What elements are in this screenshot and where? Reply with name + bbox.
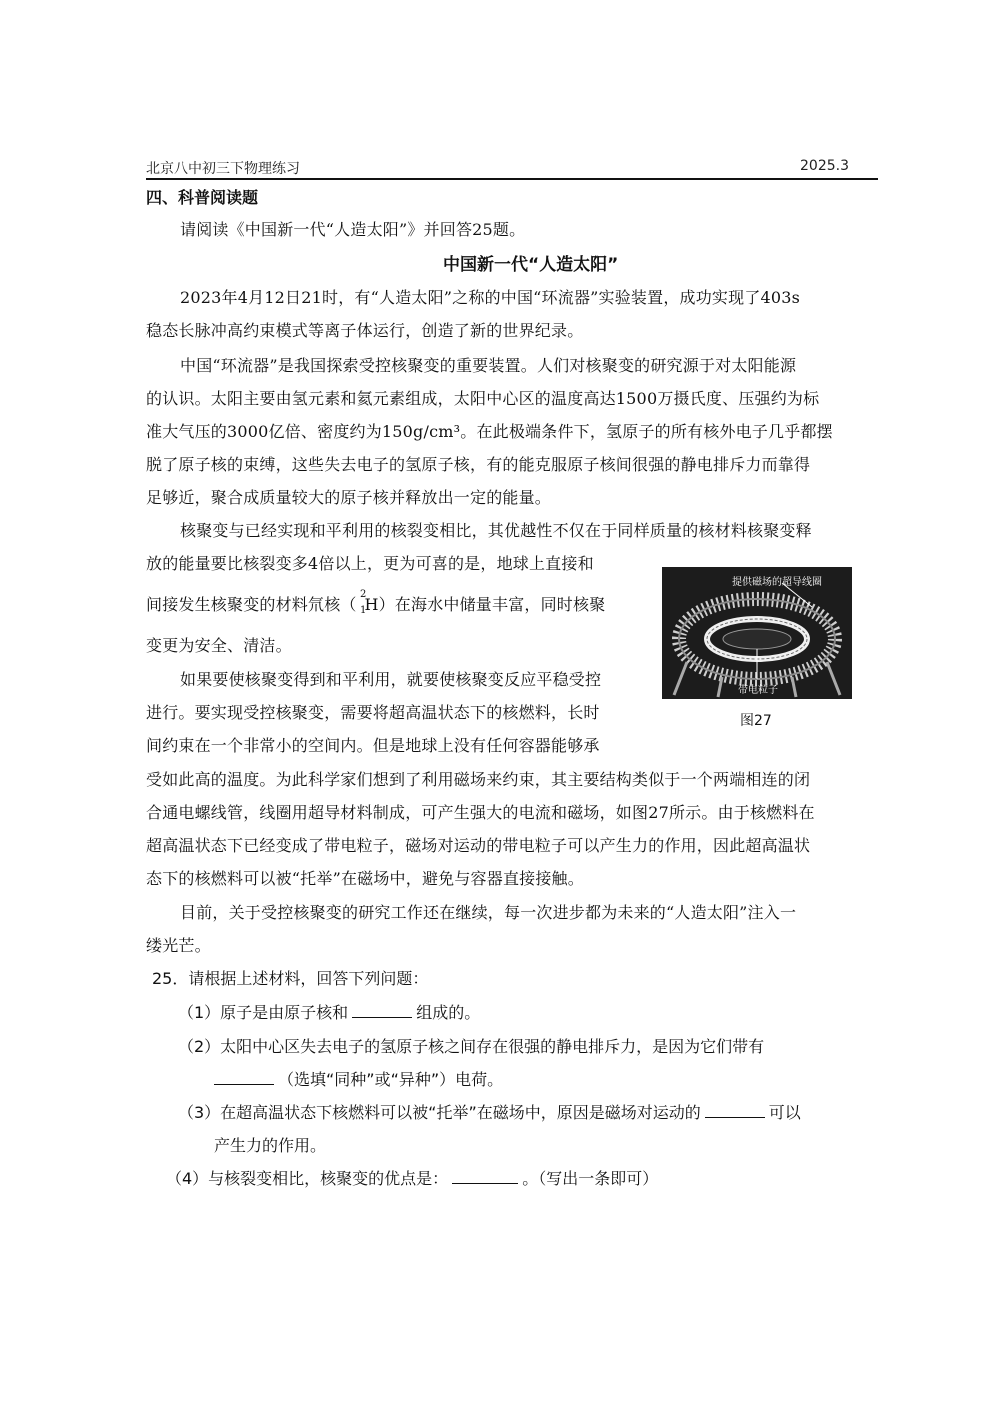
question-4: [166, 1166, 658, 1189]
question-3-line-2: 产生力的作用。: [214, 1136, 327, 1155]
header-rule: [146, 178, 878, 180]
p4-line-4: 受如此高的温度。为此科学家们想到了利用磁场来约束，其主要结构类似于一个两端相连的闭: [146, 770, 811, 789]
p4-line-5: 合通电螺线管，线圈用超导材料制成，可产生强大的电流和磁场，如图27所示。由于核燃料在: [146, 803, 815, 822]
header-left: 北京八中初三下物理练习: [146, 161, 300, 177]
p2-line-1: 中国“环流器”是我国探索受控核聚变的重要装置。人们对核聚变的研究源于对太阳能源: [180, 356, 797, 375]
q3-text-before: （3）在超高温状态下核燃料可以被“托举”在磁场中，原因是磁场对运动的: [178, 1103, 701, 1122]
q4-text-before: （4）与核裂变相比，核聚变的优点是：: [166, 1169, 449, 1188]
p1-line-1: 2023年4月12日21时，有“人造太阳”之称的中国“环流器”实验装置，成功实现了403s: [180, 288, 801, 307]
p2-line-3: 准大气压的3000亿倍、密度约为150g/cm³。在此极端条件下，氢原子的所有核外电子几乎都摆: [146, 422, 833, 441]
p4-line-7: 态下的核燃料可以被“托举”在磁场中，避免与容器直接接触。: [146, 869, 584, 888]
q2-answer-blank[interactable]: [214, 1068, 274, 1085]
question-3-line-1: [178, 1100, 801, 1123]
q1-text-after: 组成的。: [416, 1003, 481, 1022]
q1-answer-blank[interactable]: [352, 1001, 412, 1018]
p1-line-2: 稳态长脉冲高约束模式等离子体运行，创造了新的世界纪录。: [146, 321, 584, 340]
p4-line-1: 如果要使核聚变得到和平利用，就要使核聚变反应平稳受控: [180, 670, 602, 689]
question-1: [178, 1000, 480, 1023]
figure-label-coil: 提供磁场的超导线圈: [732, 577, 822, 588]
p2-line-2: 的认识。太阳主要由氢元素和氦元素组成，太阳中心区的温度高达1500万摄氏度、压强约为标: [146, 389, 820, 408]
figure-27-image: [662, 567, 852, 699]
p2-line-4: 脱了原子核的束缚，这些失去电子的氢原子核，有的能克服原子核间很强的静电排斥力而靠得: [146, 455, 811, 474]
intro-line: 请阅读《中国新一代“人造太阳”》并回答25题。: [180, 220, 526, 239]
p4-line-6: 超高温状态下已经变成了带电粒子，磁场对运动的带电粒子可以产生力的作用，因此超高温状: [146, 836, 811, 855]
q4-text-after: 。（写出一条即可）: [522, 1169, 659, 1188]
p3-line-4: 变更为安全、清洁。: [146, 636, 292, 655]
figure-label-particle: 带电粒子: [738, 685, 778, 696]
p5-line-2: 缕光芒。: [146, 936, 211, 955]
header-right: 2025.3: [800, 158, 849, 174]
p2-line-5: 足够近，聚合成质量较大的原子核并释放出一定的能量。: [146, 488, 552, 507]
p3-line-2: 放的能量要比核裂变多4倍以上，更为可喜的是，地球上直接和: [146, 554, 594, 573]
question-2-line-2: [214, 1067, 503, 1090]
section-title: 四、科普阅读题: [146, 188, 259, 207]
question-2-line-1: （2）太阳中心区失去电子的氢原子核之间存在很强的静电排斥力，是因为它们带有: [178, 1037, 765, 1056]
p3-line-3-before: 间接发生核聚变的材料氘核（: [146, 595, 357, 614]
p3-line-1: 核聚变与已经实现和平利用的核裂变相比，其优越性不仅在于同样质量的核材料核聚变释: [180, 521, 812, 540]
q1-text-before: （1）原子是由原子核和: [178, 1003, 349, 1022]
q2-text-after: （选填“同种”或“异种”）电荷。: [278, 1070, 504, 1089]
p3-line-3-after: ）在海水中储量丰富，同时核聚: [378, 595, 606, 614]
p5-line-1: 目前，关于受控核聚变的研究工作还在继续，每一次进步都为未来的“人造太阳”注入一: [180, 903, 797, 922]
q3-text-after: 可以: [768, 1103, 801, 1122]
article-title: 中国新一代“人造太阳”: [443, 255, 619, 275]
p4-line-2: 进行。要实现受控核聚变，需要将超高温状态下的核燃料，长时: [146, 703, 600, 722]
question-stem: 25．请根据上述材料，回答下列问题：: [152, 969, 429, 988]
p3-line-3: [146, 589, 606, 616]
figure-caption: 图27: [740, 713, 772, 729]
p4-line-3: 间约束在一个非常小的空间内。但是地球上没有任何容器能够承: [146, 736, 600, 755]
q3-answer-blank[interactable]: [705, 1101, 765, 1118]
nuclide-deuterium: 2 1 H: [360, 589, 379, 616]
q4-answer-blank[interactable]: [452, 1167, 518, 1184]
